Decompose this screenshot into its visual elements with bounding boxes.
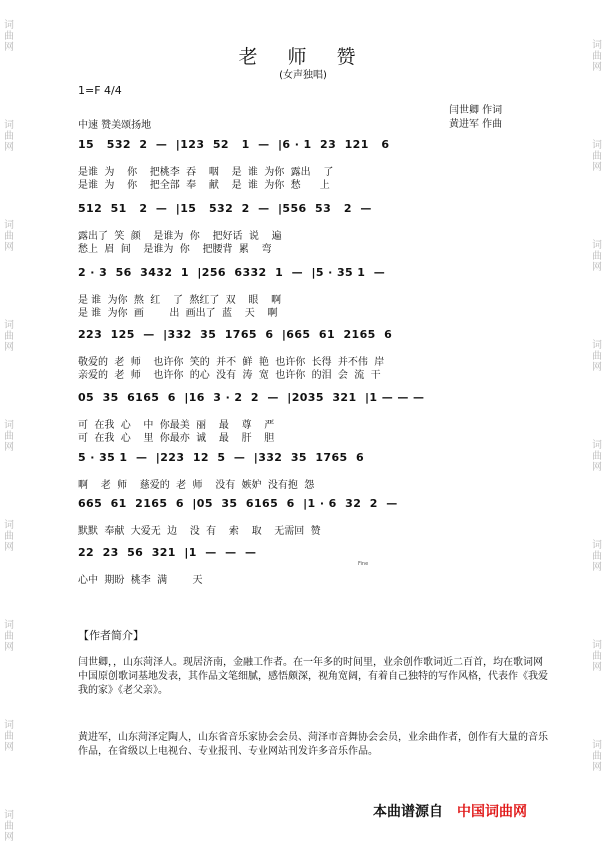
watermark: 词曲网	[4, 810, 14, 843]
lyric-line-1: 心中 期盼 桃李 满 天	[78, 575, 203, 586]
watermark: 词曲网	[4, 320, 14, 353]
lyric-line-1: 敬爱的 老 师 也许你 笑的 并不 鲜 艳 也许你 长得 并不伟 岸	[78, 357, 385, 368]
lyric-line-1: 是 谁 为你 熬 红 了 熬红了 双 眼 啊	[78, 295, 282, 306]
watermark: 词曲网	[592, 140, 602, 173]
source-brand-link[interactable]: 中国词曲网	[457, 804, 527, 820]
composer-credit: 黄进军 作曲	[449, 119, 503, 130]
notation-line: 15 532 2 — |123 52 1 — |6 · 1 23 121 6	[78, 138, 390, 151]
tempo-marking: 中速 赞美颂扬地	[78, 120, 152, 131]
lyric-line-2: 亲爱的 老 师 也许你 的心 没有 涛 宽 也许你 的泪 会 流 干	[78, 370, 381, 381]
author-intro-heading: 【作者简介】	[78, 629, 144, 642]
lyric-line-1: 可 在我 心 中 你最美 丽 最 尊 严	[78, 420, 275, 431]
watermark: 词曲网	[592, 540, 602, 573]
lyricist-credit: 闫世卿 作词	[449, 105, 503, 116]
watermark: 词曲网	[592, 740, 602, 773]
lyric-line-1: 是谁 为 你 把桃李 吞 咽 是 谁 为你 露出 了	[78, 167, 334, 178]
notation-line: 512 51 2 — |15 532 2 — |556 53 2 —	[78, 202, 372, 215]
watermark: 词曲网	[592, 240, 602, 273]
watermark: 词曲网	[4, 720, 14, 753]
lyric-line-2: 是谁 为 你 把全部 奉 献 是 谁 为你 愁 上	[78, 180, 330, 191]
lyric-line-1: 默默 奉献 大爱无 边 没 有 索 取 无需回 赞	[78, 526, 321, 537]
right-watermark-strip	[590, 0, 604, 850]
lyric-line-1: 啊 老 师 慈爱的 老 师 没有 嫉妒 没有抱 怨	[78, 480, 315, 491]
watermark: 词曲网	[4, 520, 14, 553]
source-footer	[373, 801, 527, 821]
watermark: 词曲网	[4, 420, 14, 453]
composer-bio: 黄进军，山东菏泽定陶人，山东省音乐家协会会员、菏泽市音舞协会会员，业余曲作者，创作有大量的音乐作品，在省级以上电视台、专业报刊、专业网站刊发许多音乐作品。	[78, 732, 548, 757]
lyric-line-2: 愁上 眉 间 是谁为 你 把腰背 累 弯	[78, 244, 272, 255]
watermark: 词曲网	[4, 220, 14, 253]
source-label: 本曲谱源自	[373, 804, 443, 820]
notation-line: 22 23 56 321 |1 — — —	[78, 546, 257, 559]
song-subtitle: (女声独唱)	[279, 70, 327, 81]
notation-line: 05 35 6165 6 |16 3 · 2 2 — |2035 321 |1 — — —	[78, 391, 425, 404]
song-title: 老 师 赞	[238, 46, 368, 68]
lyric-line-2: 是 谁 为你 画 出 画出了 蓝 天 啊	[78, 308, 278, 319]
lyric-line-1: 露出了 笑 颜 是谁为 你 把好话 说 遍	[78, 231, 282, 242]
watermark: 词曲网	[592, 640, 602, 673]
lyric-line-2: 可 在我 心 里 你最亦 诚 最 肝 胆	[78, 433, 275, 444]
notation-line: 5 · 35 1 — |223 12 5 — |332 35 1765 6	[78, 451, 365, 464]
watermark: 词曲网	[592, 40, 602, 73]
watermark: 词曲网	[592, 440, 602, 473]
lyricist-bio: 闫世卿，，山东菏泽人。现居济南，金融工作者。在一年多的时间里，业余创作歌词近二百首，均在歌词网中国原创歌词基地发表，其作品文笔细腻，感悟颇深，视角宽阔，有着自己独特的写作风格，代表作《我爱我的家》《老父亲》。	[78, 657, 548, 696]
watermark: 词曲网	[4, 620, 14, 653]
watermark: 词曲网	[4, 20, 14, 53]
key-signature: 1=F 4/4	[78, 84, 122, 97]
watermark: 词曲网	[4, 120, 14, 153]
left-watermark-strip	[2, 0, 16, 850]
end-mark: Fine	[358, 561, 369, 567]
notation-line: 2 · 3 56 3432 1 |256 6332 1 — |5 · 35 1 —	[78, 266, 386, 279]
notation-line: 665 61 2165 6 |05 35 6165 6 |1 · 6 32 2 —	[78, 497, 398, 510]
watermark: 词曲网	[592, 340, 602, 373]
notation-line: 223 125 — |332 35 1765 6 |665 61 2165 6	[78, 328, 393, 341]
